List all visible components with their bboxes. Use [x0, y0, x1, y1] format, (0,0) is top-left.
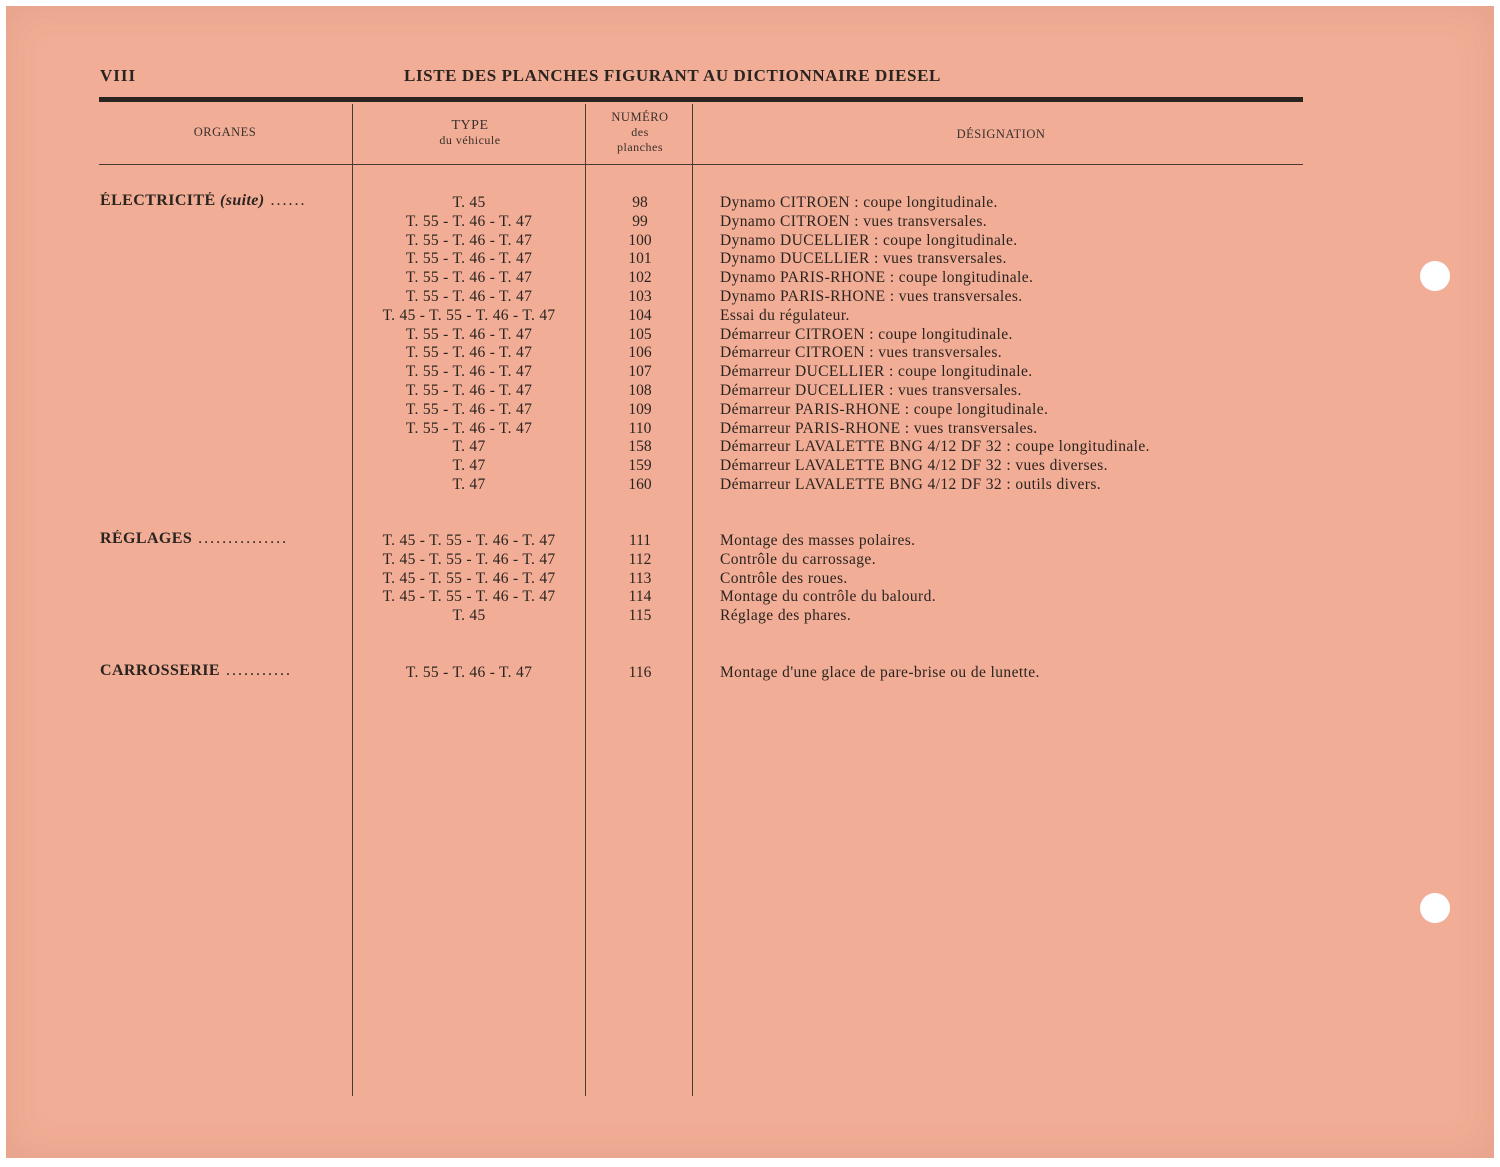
cell-designation: Montage du contrôle du balourd.: [720, 588, 937, 606]
column-header-numero-line3: planches: [617, 140, 663, 154]
cell-plate-number: 115: [628, 607, 652, 625]
table-row: [0, 249, 1500, 268]
cell-designation: Démarreur PARIS-RHONE : coupe longitudinale.: [720, 400, 1049, 418]
cell-vehicle-type: T. 55 - T. 46 - T. 47: [405, 212, 533, 230]
cell-vehicle-type: T. 47: [452, 438, 486, 456]
cell-designation: Dynamo DUCELLIER : vues transversales.: [720, 250, 1007, 268]
header-rule: [99, 97, 1303, 102]
cell-plate-number: 110: [628, 419, 652, 437]
table-row: [0, 268, 1500, 287]
column-header-rule: [99, 164, 1303, 165]
table-row: [0, 325, 1500, 344]
column-header-numero-line1: NUMÉRO: [611, 110, 669, 124]
cell-vehicle-type: T. 55 - T. 46 - T. 47: [405, 250, 533, 268]
table-row: [0, 362, 1500, 381]
section-label-dots: ...........: [220, 662, 292, 679]
cell-vehicle-type: T. 45: [452, 194, 486, 211]
cell-designation: Montage d'une glace de pare-brise ou de lunette.: [720, 664, 1040, 681]
cell-plate-number: 108: [628, 382, 652, 399]
page-title: LISTE DES PLANCHES FIGURANT AU DICTIONNAIRE DIESEL: [404, 66, 941, 85]
cell-vehicle-type: T. 55 - T. 46 - T. 47: [405, 269, 533, 287]
column-header-organes: [100, 125, 350, 140]
cell-plate-number: 160: [628, 476, 652, 493]
table-row: [0, 437, 1500, 456]
table-row: [0, 287, 1500, 306]
table-row: [0, 550, 1500, 569]
cell-plate-number: 102: [628, 269, 652, 287]
cell-vehicle-type: T. 55 - T. 46 - T. 47: [405, 382, 533, 399]
page-number: VIII: [100, 66, 137, 85]
section-label-text: ÉLECTRICITÉ: [100, 192, 216, 209]
cell-plate-number: 99: [632, 212, 648, 230]
cell-vehicle-type: T. 45 - T. 55 - T. 46 - T. 47: [382, 532, 556, 549]
cell-designation: Réglage des phares.: [720, 607, 852, 625]
table-row: [0, 419, 1500, 438]
column-header-type-line1: TYPE: [451, 118, 489, 133]
column-header-type: [354, 118, 586, 148]
cell-plate-number: 100: [628, 231, 652, 249]
section-label-dots: ......: [264, 192, 307, 209]
cell-plate-number: 158: [628, 438, 652, 456]
cell-plate-number: 109: [628, 400, 652, 418]
cell-plate-number: 98: [632, 194, 648, 211]
table-row: [0, 400, 1500, 419]
table-row: [0, 663, 1500, 682]
cell-designation: Démarreur DUCELLIER : vues transversales.: [720, 382, 1022, 399]
cell-vehicle-type: T. 55 - T. 46 - T. 47: [405, 664, 533, 681]
cell-plate-number: 112: [628, 550, 652, 568]
cell-designation: Essai du régulateur.: [720, 306, 850, 324]
table-row: [0, 569, 1500, 588]
cell-designation: Dynamo CITROEN : coupe longitudinale.: [720, 194, 998, 211]
cell-vehicle-type: T. 47: [452, 476, 486, 493]
cell-plate-number: 116: [628, 664, 652, 681]
cell-vehicle-type: T. 55 - T. 46 - T. 47: [405, 288, 533, 305]
cell-plate-number: 111: [628, 532, 652, 549]
table-row: [0, 531, 1500, 550]
cell-designation: Dynamo DUCELLIER : coupe longitudinale.: [720, 231, 1018, 249]
table-row: [0, 587, 1500, 606]
table-row: [0, 231, 1500, 250]
section-label-suffix: (suite): [219, 192, 265, 209]
cell-designation: Démarreur PARIS-RHONE : vues transversales.: [720, 419, 1038, 437]
table-row: [0, 212, 1500, 231]
cell-designation: Contrôle du carrossage.: [720, 550, 876, 568]
cell-designation: Dynamo PARIS-RHONE : vues transversales.: [720, 288, 1023, 305]
cell-vehicle-type: T. 45 - T. 55 - T. 46 - T. 47: [382, 588, 556, 606]
column-header-type-line2: du véhicule: [439, 133, 501, 147]
cell-plate-number: 103: [628, 288, 652, 305]
column-header-designation-label: DÉSIGNATION: [956, 127, 1046, 141]
table-row: [0, 193, 1500, 212]
cell-plate-number: 113: [628, 569, 652, 587]
section-label-text: RÉGLAGES: [100, 530, 193, 547]
column-header-designation: [696, 127, 1306, 142]
cell-designation: Démarreur LAVALETTE BNG 4/12 DF 32 : coupe longitudinale.: [720, 438, 1150, 456]
cell-designation: Démarreur CITROEN : vues transversales.: [720, 344, 1003, 362]
cell-designation: Démarreur LAVALETTE BNG 4/12 DF 32 : vues diverses.: [720, 457, 1108, 475]
cell-vehicle-type: T. 45 - T. 55 - T. 46 - T. 47: [382, 569, 556, 587]
cell-vehicle-type: T. 47: [452, 457, 486, 475]
cell-plate-number: 106: [628, 344, 652, 362]
cell-plate-number: 101: [628, 250, 652, 268]
section-label-text: CARROSSERIE: [100, 662, 220, 679]
cell-designation: Dynamo PARIS-RHONE : coupe longitudinale.: [720, 269, 1034, 287]
column-header-organes-label: ORGANES: [193, 125, 257, 139]
table-row: [0, 475, 1500, 494]
cell-designation: Démarreur CITROEN : coupe longitudinale.: [720, 325, 1013, 343]
cell-vehicle-type: T. 55 - T. 46 - T. 47: [405, 363, 533, 381]
cell-vehicle-type: T. 45: [452, 607, 486, 625]
cell-designation: Contrôle des roues.: [720, 569, 848, 587]
cell-vehicle-type: T. 55 - T. 46 - T. 47: [405, 400, 533, 418]
cell-vehicle-type: T. 55 - T. 46 - T. 47: [405, 325, 533, 343]
column-header-numero: [588, 110, 692, 155]
table-row: [0, 606, 1500, 625]
cell-vehicle-type: T. 55 - T. 46 - T. 47: [405, 344, 533, 362]
cell-vehicle-type: T. 55 - T. 46 - T. 47: [405, 231, 533, 249]
cell-designation: Montage des masses polaires.: [720, 532, 916, 549]
binder-hole-bottom: [1420, 893, 1450, 923]
cell-designation: Démarreur DUCELLIER : coupe longitudinale.: [720, 363, 1033, 381]
cell-plate-number: 114: [628, 588, 652, 606]
cell-plate-number: 159: [628, 457, 652, 475]
table-row: [0, 456, 1500, 475]
cell-designation: Démarreur LAVALETTE BNG 4/12 DF 32 : outils divers.: [720, 476, 1102, 493]
table-row: [0, 306, 1500, 325]
table-row: [0, 343, 1500, 362]
cell-vehicle-type: T. 45 - T. 55 - T. 46 - T. 47: [382, 306, 556, 324]
column-header-numero-line2: des: [631, 125, 649, 139]
cell-vehicle-type: T. 55 - T. 46 - T. 47: [405, 419, 533, 437]
cell-plate-number: 104: [628, 306, 652, 324]
table-row: [0, 381, 1500, 400]
cell-plate-number: 105: [628, 325, 652, 343]
section-label-dots: ...............: [192, 530, 289, 547]
cell-vehicle-type: T. 45 - T. 55 - T. 46 - T. 47: [382, 550, 556, 568]
cell-plate-number: 107: [628, 363, 652, 381]
cell-designation: Dynamo CITROEN : vues transversales.: [720, 212, 988, 230]
